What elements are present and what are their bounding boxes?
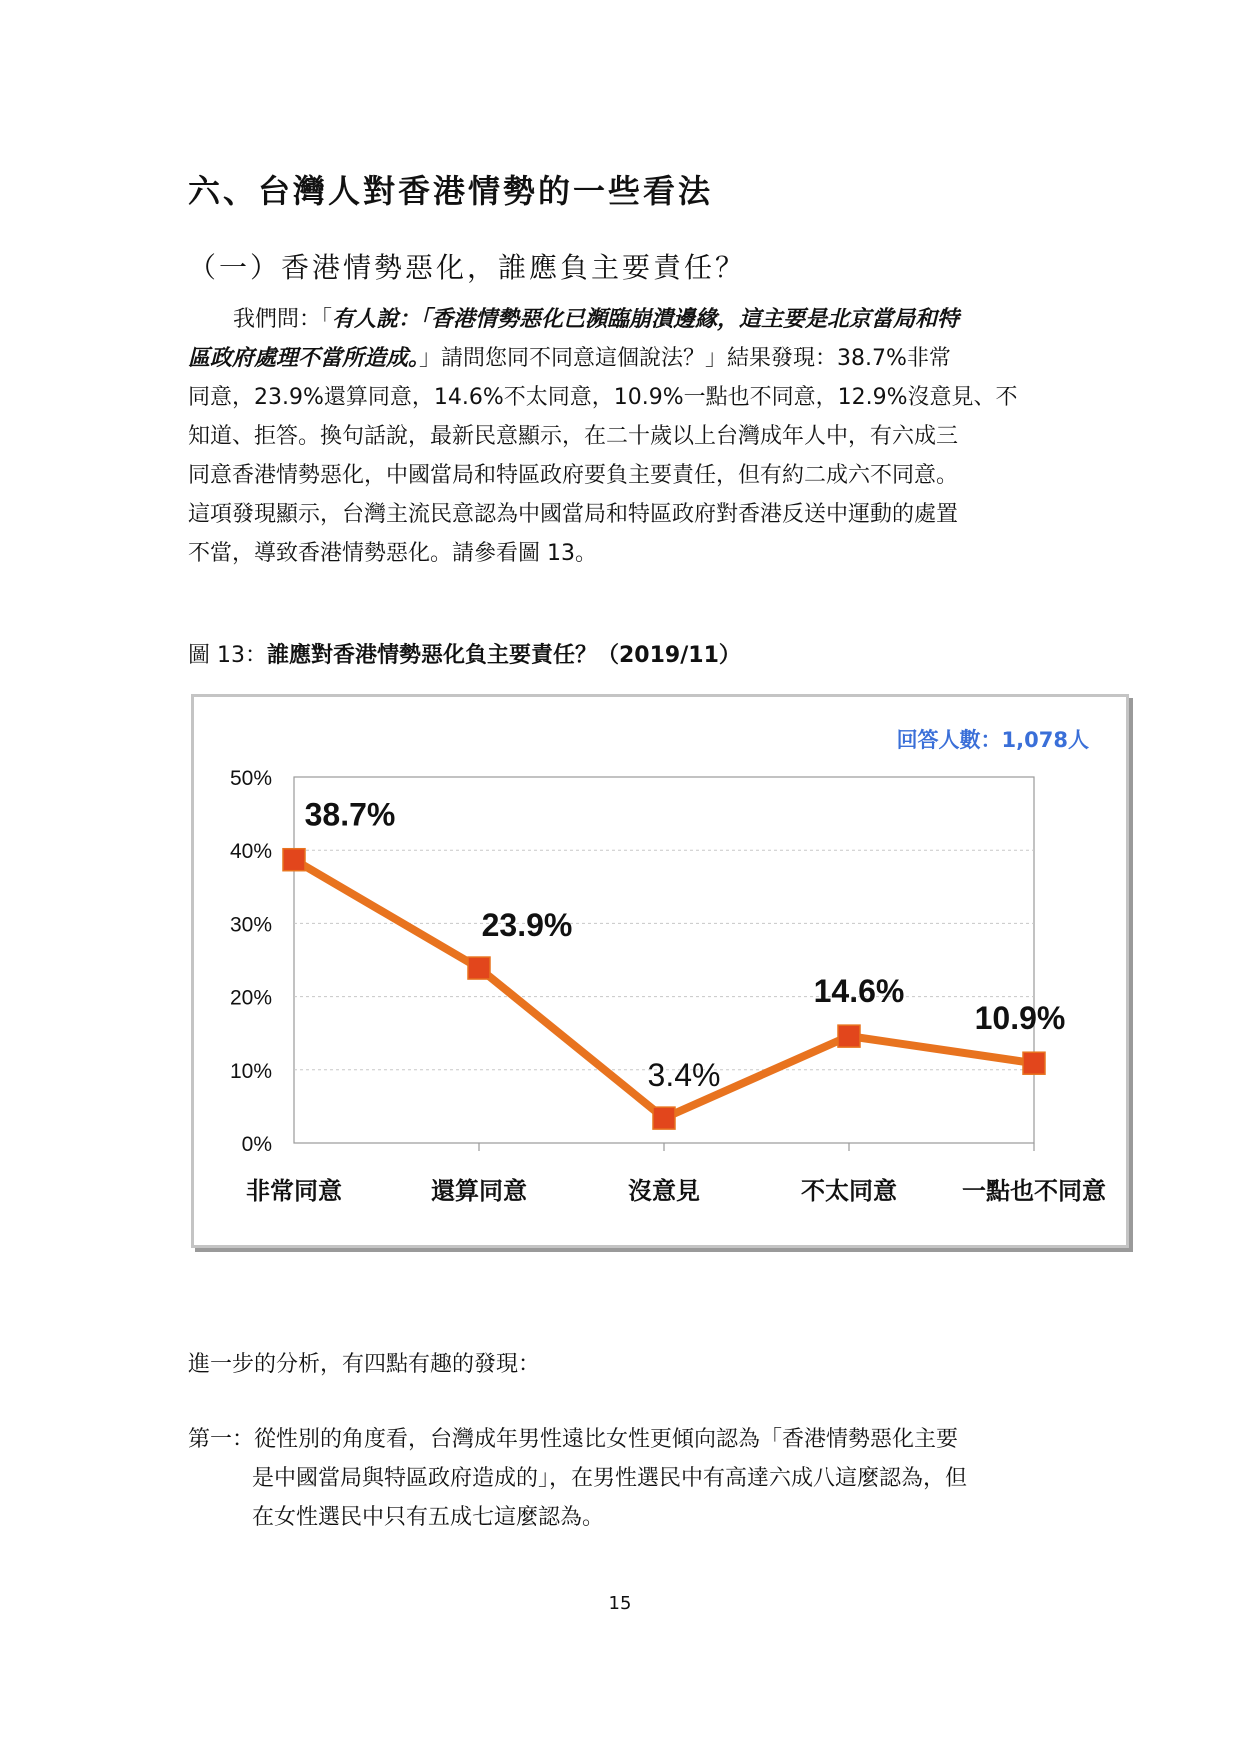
- question-quote-1: 有人說：「香港情勢惡化已瀕臨崩潰邊緣，這主要是北京當局和特: [332, 307, 960, 332]
- line-chart: [194, 697, 1126, 1245]
- para-line-5: 同意香港情勢惡化，中國當局和特區政府要負主要責任，但有約二成六不同意。: [188, 463, 959, 488]
- figure-title: 誰應對香港情勢惡化負主要責任？（2019/11）: [267, 643, 741, 668]
- y-tick-label: 20%: [229, 986, 272, 1010]
- data-label: 3.4%: [647, 1057, 721, 1094]
- data-label: 38.7%: [304, 796, 396, 833]
- x-category-label: 不太同意: [801, 1177, 897, 1205]
- finding-one-line-3: 在女性選民中只有五成七這麼認為。: [252, 1505, 605, 1530]
- figure-label: 圖 13：: [188, 643, 267, 668]
- para-line-6: 這項發現顯示，台灣主流民意認為中國當局和特區政府對香港反送中運動的處置: [188, 502, 959, 527]
- para-line-3: 同意，23.9%還算同意，14.6%不太同意，10.9%一點也不同意，12.9%沒意見、不: [188, 385, 1018, 410]
- respondent-count-note: 回答人數：1,078人: [896, 728, 1089, 752]
- y-tick-label: 40%: [229, 840, 272, 864]
- y-tick-label: 10%: [229, 1059, 272, 1083]
- para-lead: 我們問：「: [233, 307, 333, 332]
- para-line-2-rest: 」請問您同不同意這個說法？」結果發現：38.7%非常: [419, 346, 951, 371]
- data-label: 23.9%: [481, 907, 573, 944]
- data-point-marker: [468, 957, 490, 979]
- page-number: 15: [608, 1593, 632, 1614]
- finding-one: [188, 1420, 1068, 1537]
- x-category-label: 非常同意: [246, 1177, 342, 1205]
- para-line-2: [188, 339, 1068, 378]
- figure-caption: [188, 638, 741, 669]
- subsection-heading: （一）香港情勢惡化，誰應負主要責任？: [188, 251, 747, 284]
- finding-one-line-1: 第一：從性別的角度看，台灣成年男性遠比女性更傾向認為「香港情勢惡化主要: [188, 1427, 959, 1452]
- data-label: 10.9%: [974, 1000, 1066, 1037]
- data-point-marker: [283, 849, 305, 871]
- intro-paragraph: [188, 300, 1068, 573]
- section-heading: 六、台灣人對香港情勢的一些看法: [188, 172, 714, 210]
- y-tick-label: 0%: [241, 1133, 272, 1156]
- x-category-label: 一點也不同意: [962, 1177, 1106, 1205]
- data-label: 14.6%: [813, 973, 905, 1010]
- para-line-1: [188, 300, 1068, 339]
- analysis-intro: 進一步的分析，有四點有趣的發現：: [188, 1352, 541, 1377]
- data-point-marker: [1023, 1052, 1045, 1074]
- x-category-label: 還算同意: [431, 1177, 527, 1205]
- finding-one-line-2: 是中國當局與特區政府造成的」，在男性選民中有高達六成八這麼認為，但: [252, 1466, 968, 1491]
- x-category-label: 沒意見: [628, 1177, 700, 1205]
- para-line-7: 不當，導致香港情勢惡化。請參看圖 13。: [188, 541, 597, 566]
- y-tick-label: 30%: [229, 913, 272, 937]
- data-point-marker: [838, 1025, 860, 1047]
- y-tick-label: 50%: [229, 767, 272, 790]
- chart-frame: [191, 694, 1129, 1248]
- data-point-marker: [653, 1107, 675, 1129]
- question-quote-2: 區政府處理不當所造成。: [188, 346, 420, 371]
- para-line-4: 知道、拒答。換句話說，最新民意顯示，在二十歲以上台灣成年人中，有六成三: [188, 424, 959, 449]
